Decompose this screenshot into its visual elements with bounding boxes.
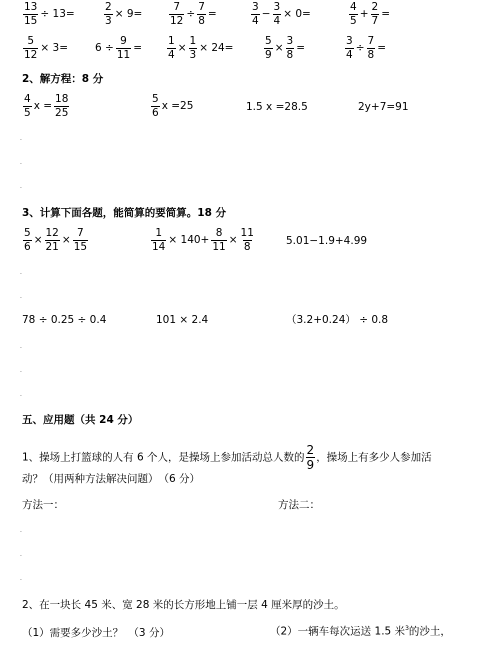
calc-r2-2: 6 ÷ $\frac{9}{11}$ = [95,35,143,61]
calc-r2-5: $\frac{3}{4}$ ÷ $\frac{7}{8}$ = [346,35,386,61]
fraction: $\frac{13}{15}$ [24,1,38,27]
fraction: $\frac{1}{4}$ [168,35,175,61]
fraction: $\frac{2}{9}$ [306,443,315,472]
fraction: $\frac{5}{12}$ [24,35,38,61]
problem-5: 101 × 2.4 [156,314,209,326]
paragraph-mark: . [20,575,22,582]
calc-r1-4: $\frac{3}{4}$ − $\frac{3}{4}$ × 0= [252,1,311,27]
calc-r2-1: $\frac{5}{12}$ × 3= [24,35,68,61]
method-2-label: 方法二： [278,499,320,511]
fraction: $\frac{5}{9}$ [265,35,272,61]
calc-r1-1: $\frac{13}{15}$ ÷ 13= [24,1,75,27]
paragraph-mark: . [20,391,22,398]
fraction: $\frac{3}{8}$ [286,35,294,61]
paragraph-mark: . [20,551,22,558]
fraction: $\frac{3}{4}$ [252,1,259,27]
paragraph-mark: . [20,367,22,374]
paragraph-mark: . [20,135,22,142]
fraction: $\frac{12}{21}$ [45,227,59,253]
problem-3: 5.01−1.9+4.99 [286,235,368,247]
problem-2: $\frac{1}{14}$ × 140+ $\frac{8}{11}$ × $\frac{11}{8}$ [152,227,254,253]
problem-1: $\frac{5}{6}$ × $\frac{12}{21}$ × $\frac{7}{15}$ [24,227,88,253]
paragraph-mark: . [20,343,22,350]
fraction: $\frac{7}{8}$ [198,1,205,27]
equation-2: $\frac{5}{6}$ x =25 [152,93,194,119]
problem-6: （3.2+0.24） ÷ 0.8 [286,314,389,326]
calc-r1-2: $\frac{2}{3}$ × 9= [105,1,143,27]
question-1-line2: 动？（用两种方法解决问题） （6 分） [22,473,201,485]
paragraph-mark: . [20,293,22,300]
fraction: $\frac{2}{7}$ [371,1,379,27]
fraction: $\frac{7}{8}$ [367,35,375,61]
fraction: $\frac{1}{3}$ [189,35,197,61]
section3-heading: 3、计算下面各题，能简算的要简算。18 分 [22,207,227,219]
method-1-label: 方法一： [22,499,64,511]
fraction: $\frac{7}{15}$ [73,227,88,253]
calc-r2-3: $\frac{1}{4}$ × $\frac{1}{3}$ × 24= [168,35,234,61]
calc-r1-3: $\frac{7}{12}$ ÷ $\frac{7}{8}$ = [170,1,217,27]
section5-heading: 五、应用题（共 24 分） [22,414,139,426]
calc-r1-5: $\frac{4}{5}$ + $\frac{2}{7}$ = [350,1,390,27]
fraction: $\frac{9}{11}$ [116,35,131,61]
section2-heading: 2、解方程：8 分 [22,73,104,85]
fraction: $\frac{1}{14}$ [152,227,166,253]
fraction: $\frac{3}{4}$ [346,35,353,61]
fraction: $\frac{11}{8}$ [240,227,254,253]
fraction: $\frac{5}{6}$ [152,93,159,119]
fraction: $\frac{4}{5}$ [24,93,31,119]
fraction: $\frac{8}{11}$ [212,227,226,253]
fraction: $\frac{7}{12}$ [170,1,184,27]
paragraph-mark: . [20,159,22,166]
paragraph-mark: . [20,183,22,190]
paragraph-mark: . [20,527,22,534]
question-2-sub1: （1）需要多少沙土？ （3 分） [22,627,170,639]
equation-3: 1.5 x =28.5 [246,101,308,113]
problem-4: 78 ÷ 0.25 ÷ 0.4 [22,314,107,326]
fraction: $\frac{3}{4}$ [273,1,281,27]
question-2-sub2: （2）一辆车每次运送 1.5 米$^3$的沙土， [270,625,451,638]
fraction: $\frac{5}{6}$ [24,227,31,253]
question-2-line1: 2、在一块长 45 米、宽 28 米的长方形地上铺一层 4 厘米厚的沙土。 [22,599,345,611]
fraction: $\frac{18}{25}$ [55,93,69,119]
question-1-line1: 1、操场上打篮球的人有 6 个人，是操场上参加活动总人数的 $\frac{2}{9}$ ，操场上有多少人参加活 [22,443,432,472]
paragraph-mark: . [20,269,22,276]
fraction: $\frac{4}{5}$ [350,1,357,27]
calc-r2-4: $\frac{5}{9}$ × $\frac{3}{8}$ = [265,35,305,61]
equation-4: 2y+7=91 [358,101,409,113]
fraction: $\frac{2}{3}$ [105,1,112,27]
equation-1: $\frac{4}{5}$ x = $\frac{18}{25}$ [24,93,69,119]
